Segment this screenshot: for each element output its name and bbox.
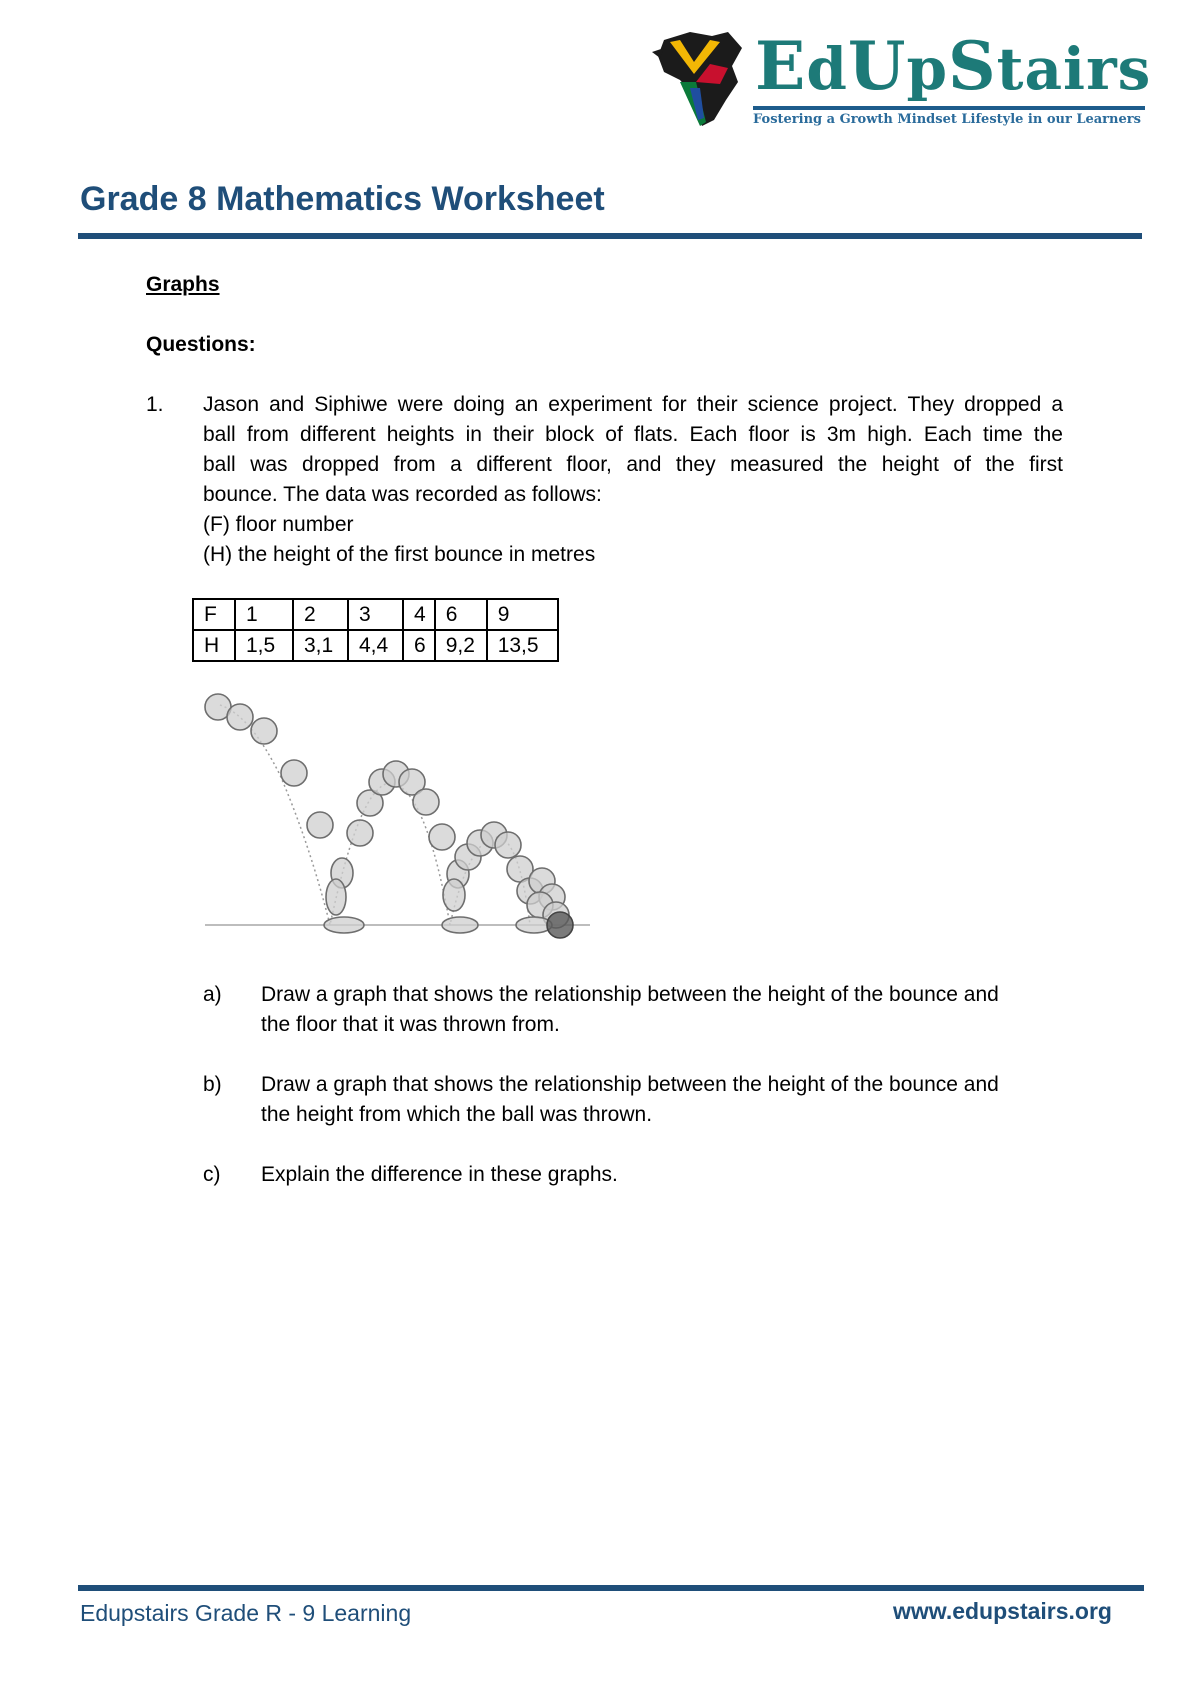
subquestion-line: Draw a graph that shows the relationship between the height of the bounce and: [261, 983, 999, 1006]
subquestion-letter: b): [203, 1073, 222, 1096]
question-line: (F) floor number: [203, 513, 354, 536]
table-cell: 1,5: [235, 630, 293, 661]
table-cell: F: [193, 599, 235, 630]
page-title: Grade 8 Mathematics Worksheet: [80, 180, 605, 218]
edupstairs-logo: [650, 22, 1150, 132]
table-cell: 9: [487, 599, 558, 630]
question-line: ball was dropped from a different floor, and they measured the height of the first: [203, 453, 1063, 476]
table-cell: 9,2: [435, 630, 487, 661]
subquestion-line: the height from which the ball was thrown.: [261, 1103, 653, 1126]
subquestion-letter: c): [203, 1163, 221, 1186]
subquestion-letter: a): [203, 983, 222, 1006]
footer-left-text: Edupstairs Grade R - 9 Learning: [80, 1600, 412, 1626]
table-cell: 4,4: [348, 630, 403, 661]
subquestion-text: [261, 1160, 618, 1190]
question-line: bounce. The data was recorded as follows:: [203, 483, 602, 506]
question-line: Jason and Siphiwe were doing an experiment for their science project. They dropped a: [203, 393, 1063, 416]
table-cell: 2: [293, 599, 348, 630]
question-line: (H) the height of the first bounce in metres: [203, 543, 596, 566]
logo-underline: [753, 106, 1145, 110]
logo-wordmark: EdUpStairs: [755, 27, 1152, 105]
title-divider: [78, 233, 1142, 239]
logo-tagline: Fostering a Growth Mindset Lifestyle in our Learners: [753, 112, 1141, 127]
table-cell: 6: [403, 630, 435, 661]
data-table: [192, 598, 559, 662]
table-row: [193, 599, 558, 630]
subquestion-line: Draw a graph that shows the relationship between the height of the bounce and: [261, 1073, 999, 1096]
footer-divider: [78, 1585, 1144, 1591]
table-row: [193, 630, 558, 661]
subquestion-line: Explain the difference in these graphs.: [261, 1163, 618, 1186]
africa-map-icon: [650, 22, 760, 132]
subquestion-line: the floor that it was thrown from.: [261, 1013, 560, 1036]
table-cell: 3: [348, 599, 403, 630]
question-number: 1.: [146, 393, 164, 416]
questions-label: Questions:: [146, 333, 256, 356]
table-cell: 3,1: [293, 630, 348, 661]
subquestion-text: [261, 1070, 999, 1130]
table-cell: 1: [235, 599, 293, 630]
section-heading: Graphs: [146, 273, 220, 296]
table-cell: 6: [435, 599, 487, 630]
question-text: [203, 390, 1063, 570]
subquestion-text: [261, 980, 999, 1040]
table-cell: 13,5: [487, 630, 558, 661]
question-line: ball from different heights in their block of flats. Each floor is 3m high. Each time the: [203, 423, 1063, 446]
bouncing-ball-illustration: [190, 685, 600, 945]
table-cell: 4: [403, 599, 435, 630]
table-cell: H: [193, 630, 235, 661]
footer-website-link[interactable]: www.edupstairs.org: [893, 1598, 1112, 1624]
